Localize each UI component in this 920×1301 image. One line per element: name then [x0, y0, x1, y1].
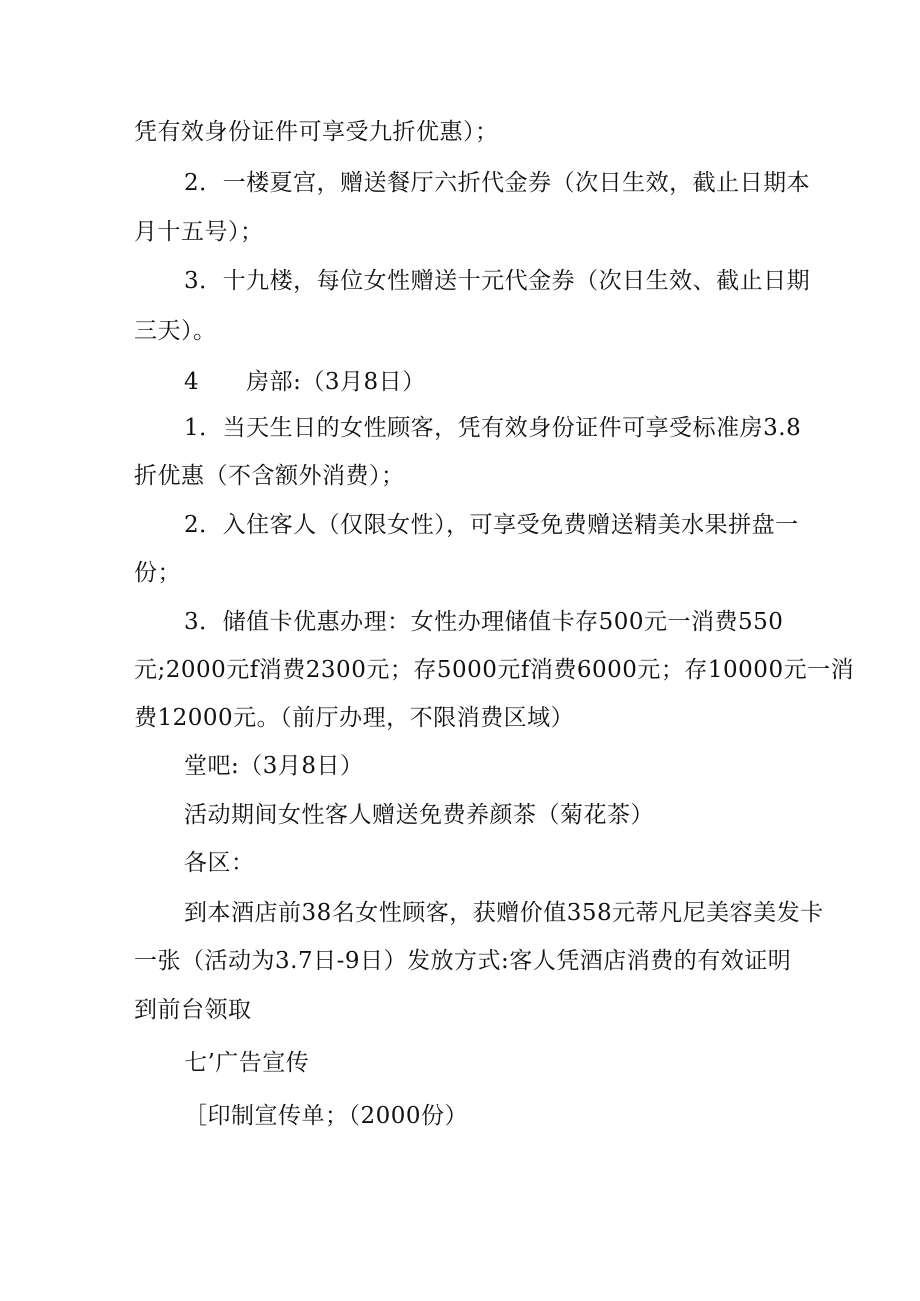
text-line: ［印制宣传单；（2000份） — [184, 1103, 469, 1129]
text-line: 月十五号）； — [134, 219, 264, 245]
section-heading: 各区： — [184, 850, 255, 876]
text-line: 元;2000元f消费2300元；存5000元f消费6000元；存10000元一消 — [134, 657, 855, 683]
text-line: 2．入住客人（仅限女性），可享受免费赠送精美水果拼盘一 — [184, 512, 799, 538]
section-heading: 堂吧:（3月8日） — [184, 753, 364, 779]
text-line: 1．当天生日的女性顾客，凭有效身份证件可享受标准房3.8 — [184, 415, 802, 441]
text-line: 活动期间女性客人赠送免费养颜茶（菊花茶） — [184, 802, 654, 828]
text-line: 凭有效身份证件可享受九折优惠）； — [134, 119, 499, 145]
text-line: 3．储值卡优惠办理：女性办理储值卡存500元一消费550 — [184, 609, 784, 635]
text-line: 到前台领取 — [134, 997, 252, 1023]
text-line: 3．十九楼，每位女性赠送十元代金券（次日生效、截止日期 — [184, 268, 811, 294]
text-line: 费12000元。（前厅办理，不限消费区域） — [134, 705, 575, 731]
text-line: 到本酒店前38名女性顾客，获赠价值358元蒂凡尼美容美发卡 — [184, 900, 824, 926]
text-line: 三天）。 — [134, 318, 217, 344]
text-line: 份； — [134, 560, 181, 586]
text-line: 折优惠（不含额外消费）； — [134, 463, 405, 489]
section-heading: 4 房部:（3月8日） — [184, 369, 426, 395]
section-heading: 七’广告宣传 — [184, 1050, 310, 1076]
text-line: 2．一楼夏宫，赠送餐厅六折代金券（次日生效，截止日期本 — [184, 170, 811, 196]
text-line: 一张（活动为3.7日-9日）发放方式:客人凭酒店消费的有效证明 — [134, 948, 792, 974]
